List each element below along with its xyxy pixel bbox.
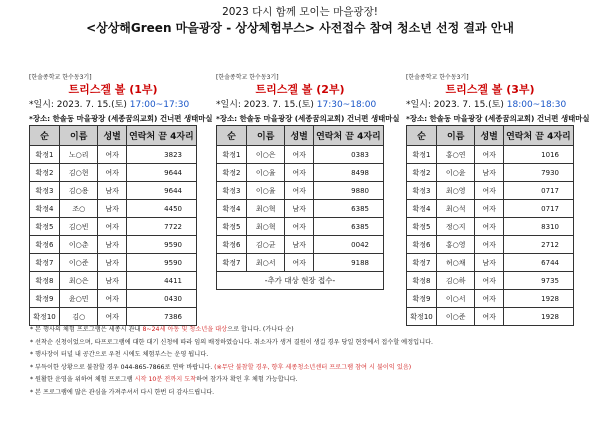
table-row — [407, 272, 574, 290]
column-header: 이름 — [247, 126, 285, 146]
table-cell: 최○서 — [247, 254, 285, 272]
table-cell: 이○율 — [247, 164, 285, 182]
session-place: *장소: 한솔동 마을광장 (세종꿈의교회) 건너편 생태마실 — [406, 114, 590, 123]
date-label: *일시: 2023. 7. 15.(토) — [406, 100, 507, 110]
table-cell: 3823 — [126, 146, 196, 164]
table-cell: 여자 — [285, 164, 313, 182]
notice-text: * 원활한 운영을 위하여 체험 프로그램 — [30, 376, 135, 384]
table-cell: 홍○영 — [437, 236, 475, 254]
table-cell: 0430 — [126, 290, 196, 308]
table-row — [217, 164, 384, 182]
table-cell: 이○춘 — [60, 236, 98, 254]
table-cell: 9880 — [313, 182, 383, 200]
table-cell: 김○균 — [247, 236, 285, 254]
table-cell: 김○빈 — [60, 218, 98, 236]
table-row — [30, 146, 197, 164]
column-header: 연락처 끝 4자리 — [503, 126, 573, 146]
school-tag: [한솔종학교 한수동3기] — [29, 74, 92, 81]
table-cell: 확정8 — [30, 272, 60, 290]
participant-table — [406, 125, 574, 326]
table-cell: 여자 — [475, 218, 503, 236]
table-cell: 최○혁 — [247, 218, 285, 236]
table-cell: 여자 — [475, 272, 503, 290]
notice-highlight: (※무단 불참할 경우, 향후 세종청소년센터 프로그램 참여 시 불이익 있음) — [214, 363, 412, 371]
table-cell: 이○준 — [437, 308, 475, 326]
table-cell: 노○리 — [60, 146, 98, 164]
table-row — [407, 218, 574, 236]
table-row — [407, 290, 574, 308]
column-header: 성별 — [98, 126, 126, 146]
session-column-2 — [216, 72, 400, 290]
table-cell: 최○석 — [437, 200, 475, 218]
table-cell: 이○율 — [247, 182, 285, 200]
table-row — [407, 146, 574, 164]
table-cell: 여자 — [475, 146, 503, 164]
table-cell: 확정3 — [30, 182, 60, 200]
table-row — [217, 218, 384, 236]
table-cell: 여자 — [98, 218, 126, 236]
session-place: *장소: 한솔동 마을광장 (세종꿈의교회) 건너편 생태마실 — [29, 114, 213, 123]
table-cell: 확정3 — [217, 182, 247, 200]
session-title: 트리스겔 볼 (2부) — [255, 83, 345, 96]
table-cell: 여자 — [98, 290, 126, 308]
session-title: 트리스겔 볼 (3부) — [445, 83, 535, 96]
table-row — [30, 308, 197, 326]
table-row — [30, 272, 197, 290]
table-row — [30, 164, 197, 182]
table-cell: 남자 — [98, 182, 126, 200]
column-header: 이름 — [60, 126, 98, 146]
table-cell: 확정8 — [407, 272, 437, 290]
table-header-row — [407, 126, 574, 146]
table-cell: 확정9 — [30, 290, 60, 308]
table-row — [217, 254, 384, 272]
column-header: 순 — [30, 126, 60, 146]
table-row — [407, 308, 574, 326]
table-cell: 여자 — [475, 182, 503, 200]
table-header-row — [217, 126, 384, 146]
table-row — [407, 182, 574, 200]
table-cell: 여자 — [475, 308, 503, 326]
table-row — [30, 182, 197, 200]
table-cell: 남자 — [98, 236, 126, 254]
column-header: 이름 — [437, 126, 475, 146]
table-cell: 남자 — [98, 272, 126, 290]
session-date — [406, 99, 574, 112]
table-cell: 확정6 — [30, 236, 60, 254]
table-row — [217, 182, 384, 200]
table-cell: 여자 — [98, 164, 126, 182]
notice-text: * 행사장이 터널 내 공간으로 우천 시에도 체험부스는 운영 됩니다. — [30, 351, 209, 359]
session-date — [216, 99, 384, 112]
table-cell: 0717 — [503, 200, 573, 218]
school-tag: [한솔종학교 한수동3기] — [216, 74, 279, 81]
table-cell: 남자 — [475, 254, 503, 272]
table-cell: 7386 — [126, 308, 196, 326]
column-header: 연락처 끝 4자리 — [126, 126, 196, 146]
table-cell: 1928 — [503, 308, 573, 326]
table-row — [30, 218, 197, 236]
notice-line — [30, 362, 590, 375]
table-row-extra — [217, 272, 384, 290]
notice-text: 으로 합니다. (가나다 순) — [227, 326, 294, 333]
table-cell: 8310 — [503, 218, 573, 236]
table-cell: 남자 — [98, 254, 126, 272]
column-header: 순 — [407, 126, 437, 146]
table-cell: 확정2 — [217, 164, 247, 182]
table-cell: 9644 — [126, 182, 196, 200]
session-title: 트리스겔 볼 (1부) — [68, 83, 158, 96]
table-row — [217, 200, 384, 218]
school-tag: [한솔종학교 한수동3기] — [406, 74, 469, 81]
table-cell: 0717 — [503, 182, 573, 200]
table-cell: 확정5 — [217, 218, 247, 236]
table-cell: 6385 — [313, 218, 383, 236]
table-cell: 여자 — [98, 308, 126, 326]
table-cell: 최○은 — [60, 272, 98, 290]
table-row — [30, 200, 197, 218]
table-cell: 최○영 — [437, 182, 475, 200]
date-label: *일시: 2023. 7. 15.(토) — [216, 100, 317, 110]
table-cell: 2712 — [503, 236, 573, 254]
table-cell: 1928 — [503, 290, 573, 308]
session-date — [29, 99, 197, 112]
column-header: 성별 — [475, 126, 503, 146]
table-cell: 7930 — [503, 164, 573, 182]
notice-text: * 부득이한 상황으로 불참할 경우 044-865-7866로 연락 바랍니다. — [30, 363, 215, 371]
session-column-3 — [406, 72, 590, 326]
session-time: 18:00~18:30 — [506, 100, 567, 110]
table-cell: 남자 — [98, 200, 126, 218]
table-cell: 확정6 — [217, 236, 247, 254]
table-cell: 확정2 — [407, 164, 437, 182]
table-cell: 0042 — [313, 236, 383, 254]
table-cell: 확정6 — [407, 236, 437, 254]
table-cell: 1016 — [503, 146, 573, 164]
table-cell: 김○용 — [60, 182, 98, 200]
session-column-1 — [29, 72, 213, 326]
table-cell: 확정10 — [407, 308, 437, 326]
table-cell: 9590 — [126, 254, 196, 272]
session-time: 17:00~17:30 — [129, 100, 190, 110]
table-cell: 9644 — [126, 164, 196, 182]
table-cell: 김○현 — [60, 164, 98, 182]
session-place: *장소: 한솔동 마을광장 (세종꿈의교회) 건너편 생태마실 — [216, 114, 400, 123]
table-row — [30, 290, 197, 308]
date-label: *일시: 2023. 7. 15.(토) — [29, 100, 130, 110]
table-cell: 이○은 — [247, 146, 285, 164]
notice-line — [30, 324, 590, 337]
table-cell: 여자 — [475, 236, 503, 254]
table-row — [407, 254, 574, 272]
table-cell: 윤○민 — [60, 290, 98, 308]
table-row — [30, 254, 197, 272]
table-cell: 확정2 — [30, 164, 60, 182]
table-cell: 0383 — [313, 146, 383, 164]
table-cell: 9188 — [313, 254, 383, 272]
table-cell: 7722 — [126, 218, 196, 236]
table-cell: 여자 — [285, 182, 313, 200]
table-cell: 최○혁 — [247, 200, 285, 218]
participant-table — [216, 125, 384, 290]
table-cell: 여자 — [285, 254, 313, 272]
table-row — [30, 236, 197, 254]
table-cell: 확정9 — [407, 290, 437, 308]
table-cell: 확정4 — [217, 200, 247, 218]
onsite-registration-note: -추가 대상 현장 접수- — [217, 272, 384, 290]
table-cell: 확정7 — [407, 254, 437, 272]
table-cell: 확정10 — [30, 308, 60, 326]
notice-line — [30, 374, 590, 387]
table-cell: 4411 — [126, 272, 196, 290]
notice-text: * 선착순 신청이었으며, 타프로그램에 대한 대기 신청에 따라 임의 배정하였습니다. 취소자가 생겨 결원이 생길 경우 당일 현장에서 접수할 예정입니다. — [30, 338, 434, 346]
table-cell: 여자 — [285, 146, 313, 164]
notice-text: * 본 행사의 체험 프로그램은 세종시 관내 — [30, 326, 143, 333]
table-cell: 확정1 — [217, 146, 247, 164]
column-header: 순 — [217, 126, 247, 146]
notice-line — [30, 337, 590, 350]
column-header: 연락처 끝 4자리 — [313, 126, 383, 146]
table-row — [217, 146, 384, 164]
header-line-1: 2023 다시 함께 모이는 마을광장! — [222, 6, 378, 18]
table-cell: 여자 — [98, 146, 126, 164]
table-cell: 남자 — [475, 164, 503, 182]
table-row — [407, 236, 574, 254]
table-cell: 이○준 — [60, 254, 98, 272]
table-cell: 여자 — [285, 218, 313, 236]
table-cell: 여자 — [475, 200, 503, 218]
column-header: 성별 — [285, 126, 313, 146]
table-cell: 정○지 — [437, 218, 475, 236]
notice-line — [30, 387, 590, 400]
notice-line — [30, 349, 590, 362]
table-cell: 확정7 — [30, 254, 60, 272]
table-cell: 홍○연 — [437, 146, 475, 164]
table-cell: 8498 — [313, 164, 383, 182]
table-cell: 4450 — [126, 200, 196, 218]
table-cell: 확정5 — [407, 218, 437, 236]
table-cell: 조○ — [60, 200, 98, 218]
table-row — [407, 164, 574, 182]
table-cell: 6744 — [503, 254, 573, 272]
table-cell: 김○하 — [437, 272, 475, 290]
page-title: <상상해Green 마을광장 - 상상체험부스> 사전접수 참여 청소년 선정 결과 안내 — [86, 21, 514, 35]
table-cell: 여자 — [475, 290, 503, 308]
notice-highlight: 시작 10분 전까지 도착 — [134, 376, 197, 384]
table-cell: 허○채 — [437, 254, 475, 272]
participant-table — [29, 125, 197, 326]
table-cell: 9735 — [503, 272, 573, 290]
table-cell: 김○ — [60, 308, 98, 326]
table-cell: 남자 — [285, 236, 313, 254]
table-cell: 확정4 — [30, 200, 60, 218]
table-cell: 확정1 — [30, 146, 60, 164]
table-cell: 9590 — [126, 236, 196, 254]
table-cell: 확정3 — [407, 182, 437, 200]
table-cell: 이○윤 — [437, 164, 475, 182]
table-cell: 확정1 — [407, 146, 437, 164]
notice-text: * 본 프로그램에 많은 관심을 가져주셔서 다시 한번 더 감사드립니다. — [30, 388, 215, 396]
table-cell: 남자 — [285, 200, 313, 218]
notes-section — [30, 324, 590, 400]
table-row — [407, 200, 574, 218]
notice-text: 하여 참가자 확인 후 체험 가능합니다. — [196, 376, 298, 384]
notice-highlight: 8~24세 아동 및 청소년을 대상 — [142, 326, 228, 333]
table-cell: 확정4 — [407, 200, 437, 218]
table-cell: 확정5 — [30, 218, 60, 236]
table-cell: 6385 — [313, 200, 383, 218]
table-cell: 확정7 — [217, 254, 247, 272]
table-row — [217, 236, 384, 254]
session-time: 17:30~18:00 — [316, 100, 377, 110]
table-header-row — [30, 126, 197, 146]
table-cell: 이○서 — [437, 290, 475, 308]
